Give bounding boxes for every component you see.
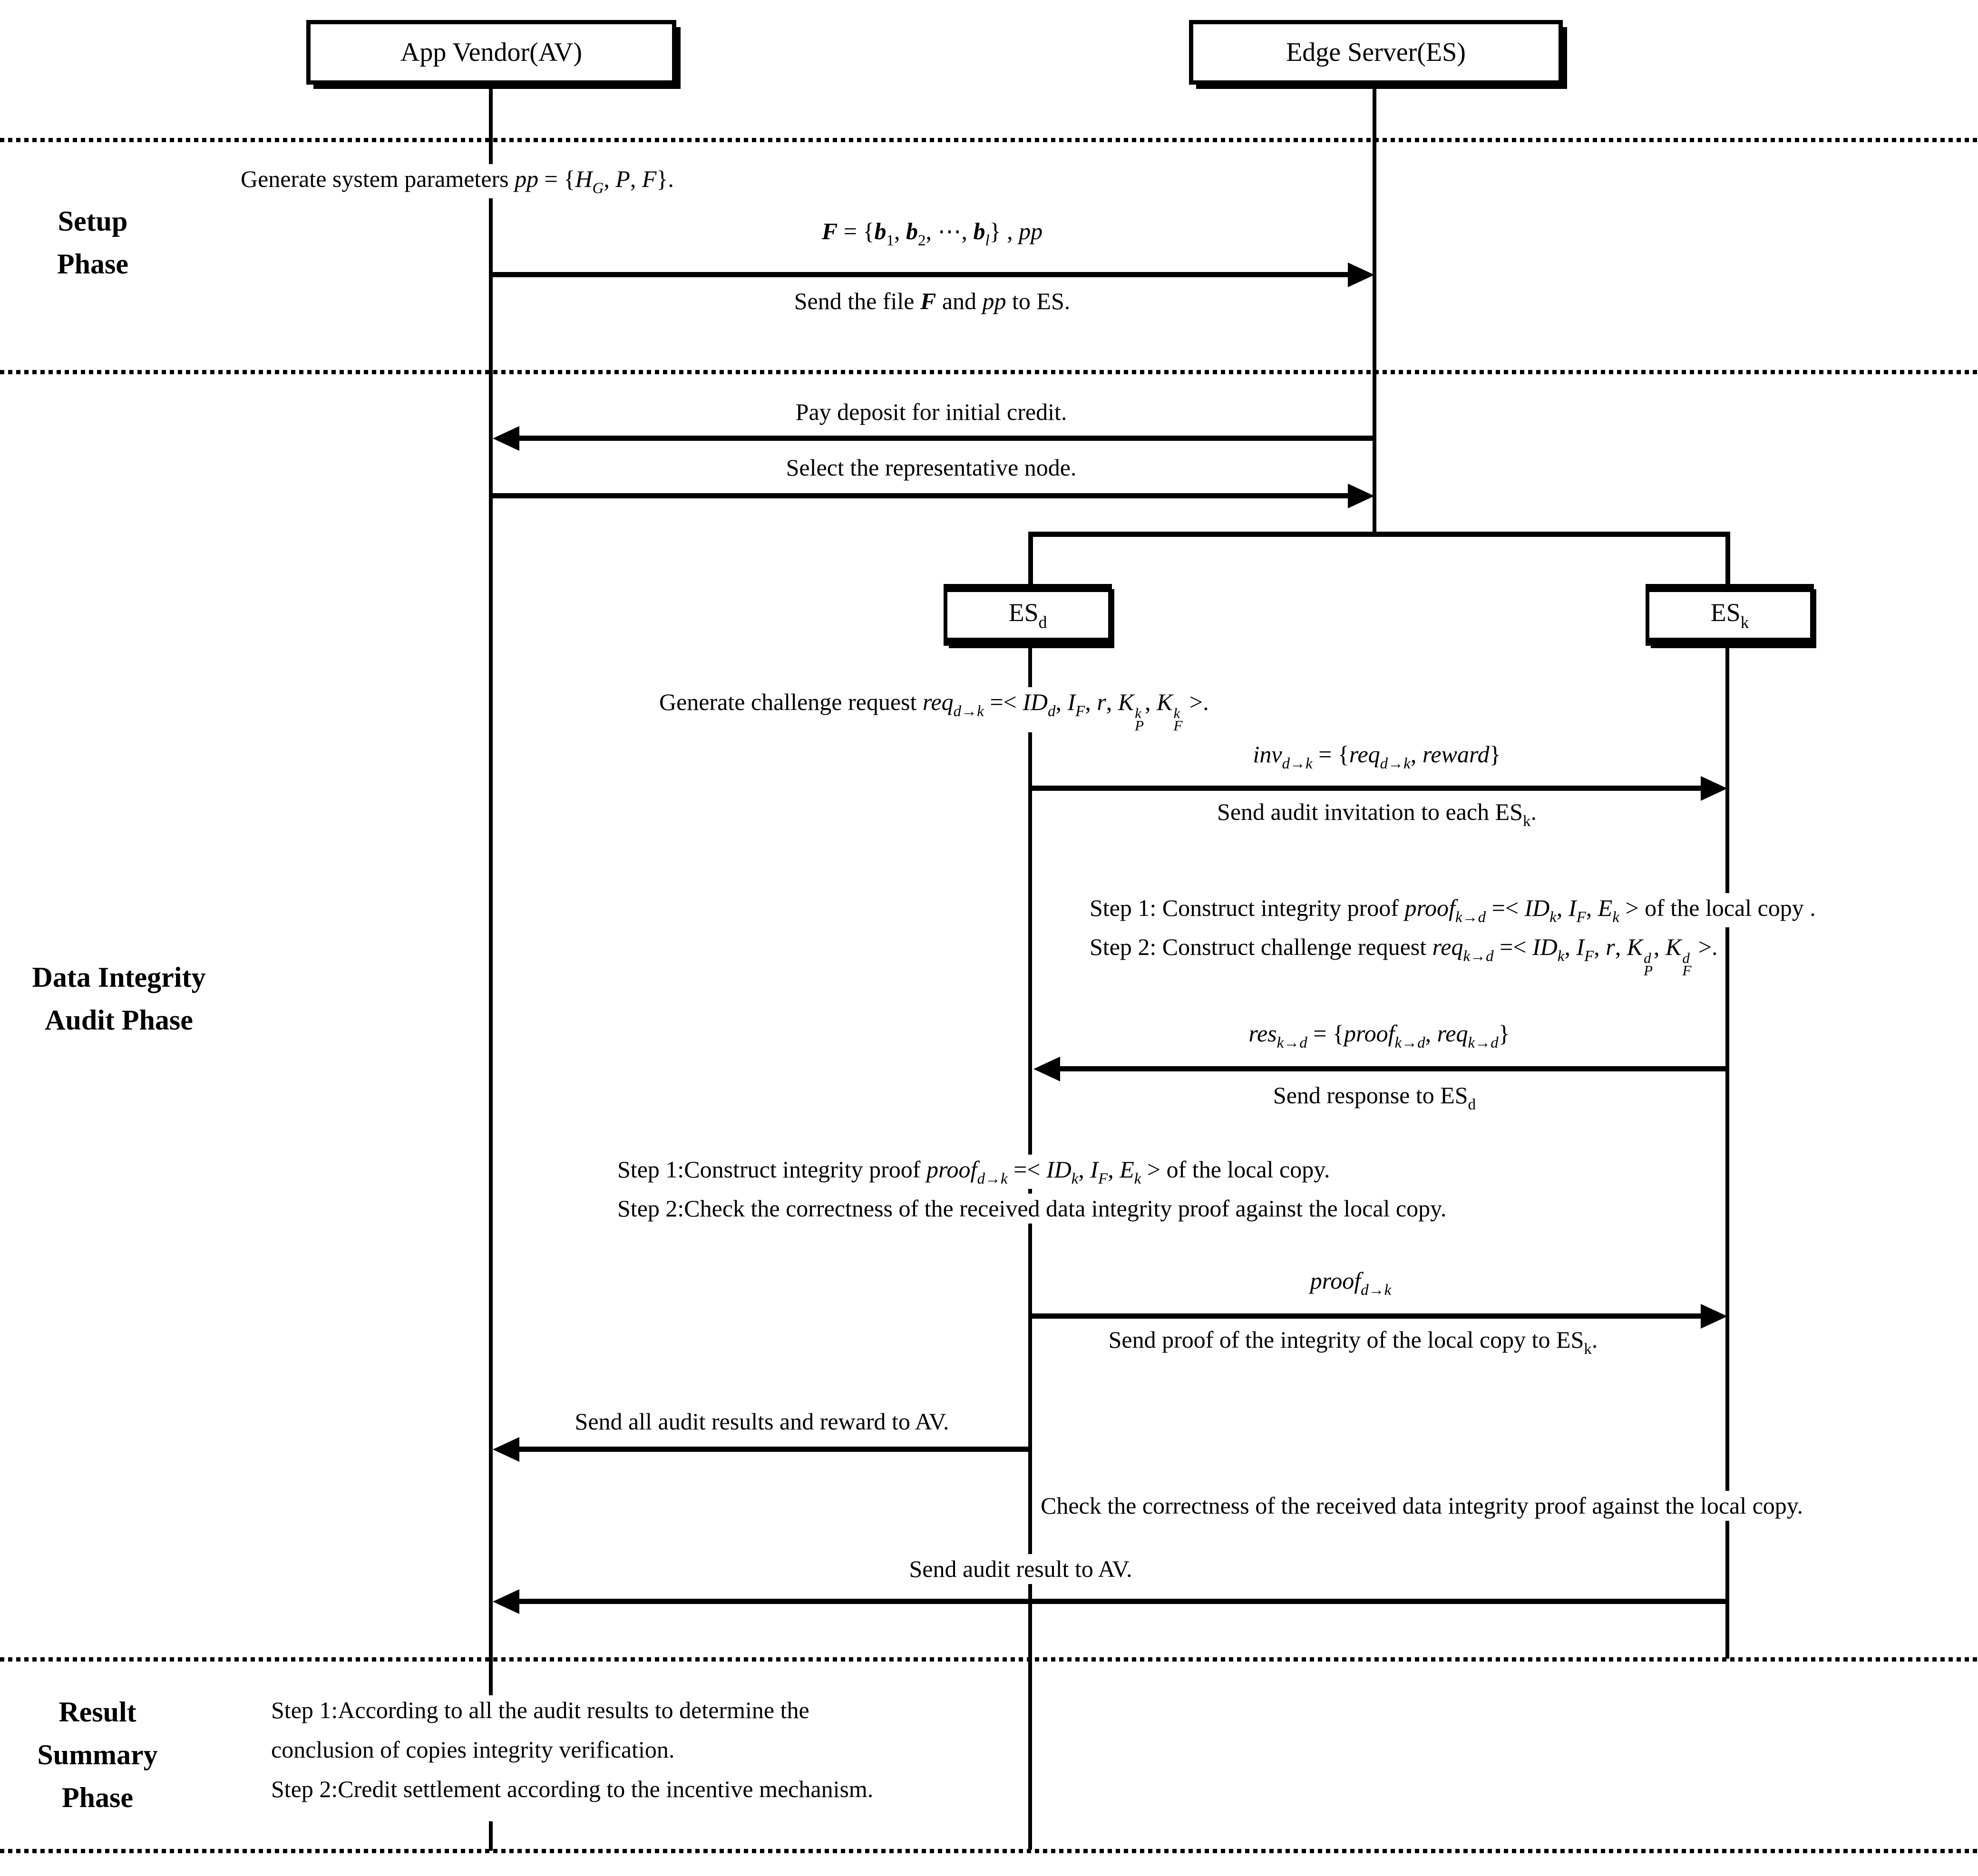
arrow-response xyxy=(1058,1066,1727,1071)
arrow-pay-deposit xyxy=(517,436,1373,441)
note-generate-params: Generate system parameters pp = {$H_G$, P, F}. xyxy=(237,164,678,198)
note-summary-step1a: Step 1:According to all the audit results to determine the xyxy=(267,1695,813,1725)
note-esk-step2: Step 2: Construct challenge request $req_{k\to d} =< ID_k$, $I_F$, r, K d P , K d F >. xyxy=(1086,932,1722,977)
msg-send-response: Send response to $ES_d$ xyxy=(1269,1080,1480,1115)
note-esk-check: Check the correctness of the received data integrity proof against the local copy. xyxy=(1037,1491,1807,1521)
note-summary-step1b: conclusion of copies integrity verification. xyxy=(267,1735,678,1765)
note-esd-step1: Step 1:Construct integrity proof proof$_{d\to k}$ =< $ID_k$, $I_F$, $E_k$ > of the local copy. xyxy=(614,1155,1334,1189)
phase-label-audit: Data Integrity Audit Phase xyxy=(32,962,206,1036)
arrow-invitation xyxy=(1032,786,1703,791)
msg-send-file: Send the file F and pp to ES. xyxy=(790,286,1074,316)
actor-box-esd xyxy=(944,584,1112,646)
phase-divider-top xyxy=(0,138,1978,142)
msg-select-node: Select the representative node. xyxy=(782,453,1081,483)
msg-response: res$_{k\to d}$ = {proof$_{k\to d}$, req$_{k\to d}$} xyxy=(1245,1019,1513,1053)
lifeline-av-end xyxy=(489,1821,493,1851)
note-summary-step2: Step 2:Credit settlement according to the incentive mechanism. xyxy=(267,1774,877,1804)
arrow-all-results xyxy=(517,1447,1030,1452)
arrow-send-file xyxy=(491,272,1350,277)
phase-divider-setup-audit xyxy=(0,370,1978,374)
arrow-select-node xyxy=(491,493,1350,498)
actor-label-esk: $ES_k$ xyxy=(1710,598,1749,632)
msg-send-invitation: Send audit invitation to each $ES_k$. xyxy=(1213,797,1540,831)
phase-label-setup: Setup Phase xyxy=(57,205,128,280)
arrow-proof xyxy=(1032,1313,1703,1319)
note-esd-step2: Step 2:Check the correctness of the received data integrity proof against the local copy. xyxy=(614,1194,1450,1224)
arrow-audit-result xyxy=(517,1599,1727,1604)
msg-send-proof: Send proof of the integrity of the local copy to $ES_k$. xyxy=(1105,1325,1602,1359)
actor-label-esd: $ES_d$ xyxy=(1008,598,1047,632)
actor-box-app-vendor xyxy=(306,20,676,85)
note-esk-step1: Step 1: Construct integrity proof proof$_{k\to d}$ =< $ID_k$, $I_F$, $E_k$ > of the local copy . xyxy=(1086,893,1820,927)
actor-box-edge-server xyxy=(1189,20,1563,85)
es-split-stub-right xyxy=(1725,532,1730,587)
lifeline-esd xyxy=(1028,644,1032,1850)
phase-divider-audit-result xyxy=(0,1657,1978,1662)
msg-send-all-results: Send all audit results and reward to AV. xyxy=(571,1407,953,1437)
phase-label-result: Result Summary Phase xyxy=(37,1696,158,1813)
es-split-bracket xyxy=(1028,532,1730,537)
msg-proof: proof$_{d\to k}$ xyxy=(1306,1266,1395,1300)
es-split-stub-left xyxy=(1028,532,1033,587)
msg-pay-deposit: Pay deposit for initial credit. xyxy=(792,397,1071,427)
actor-label-app-vendor: App Vendor(AV) xyxy=(400,38,583,67)
actor-label-edge-server: Edge Server(ES) xyxy=(1286,38,1466,67)
msg-send-audit-result: Send audit result to AV. xyxy=(905,1554,1136,1584)
note-generate-challenge: Generate challenge request $req_{d\to k} =< ID_d$, $I_F$, r, K k P , K k F >. xyxy=(655,687,1213,732)
lifeline-es xyxy=(1373,85,1376,536)
lifeline-av xyxy=(489,85,493,1701)
actor-box-esk xyxy=(1646,584,1814,646)
msg-invitation: inv$_{d\to k}$ = {req$_{d\to k}$, reward} xyxy=(1249,739,1504,774)
msg-file: $F = \{b_1$, $b_2$, ⋯, $b_l$} , pp xyxy=(818,216,1046,251)
phase-divider-bottom xyxy=(0,1849,1978,1853)
